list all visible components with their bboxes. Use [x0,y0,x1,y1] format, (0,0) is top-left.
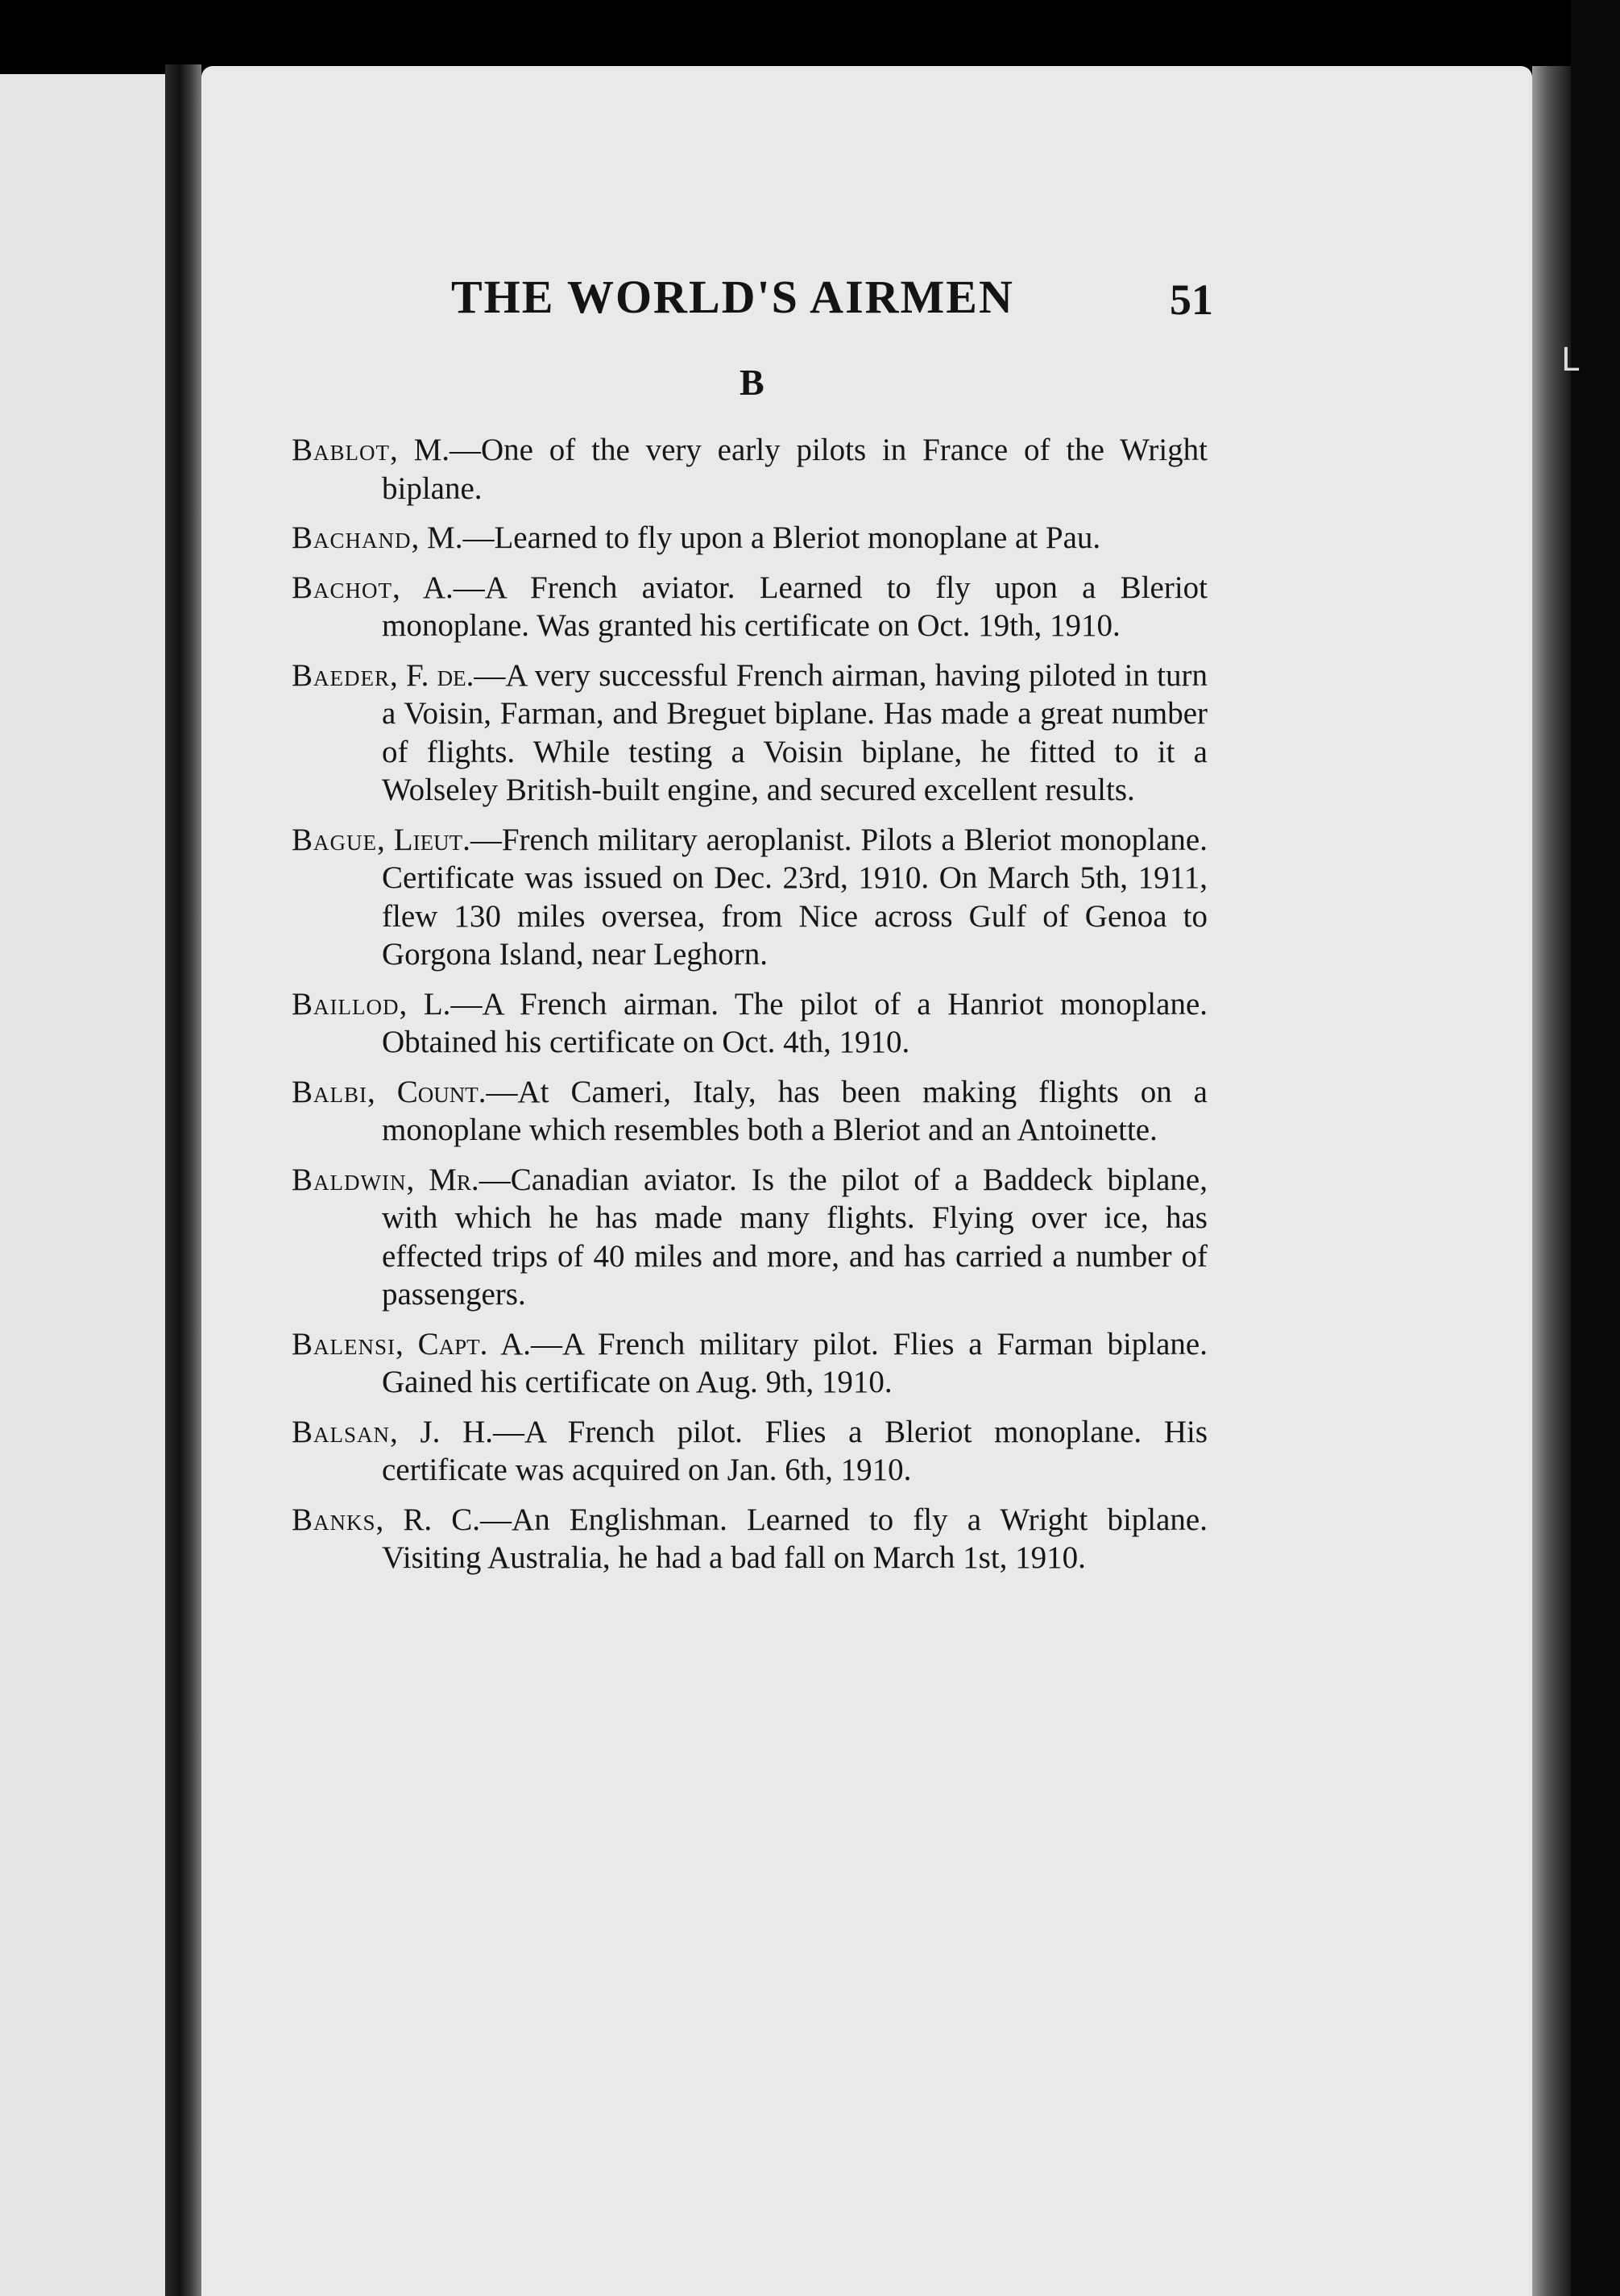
entry [292,821,1208,974]
entry-surname: Baillod [292,986,400,1022]
entry-surname: Baeder [292,657,391,693]
entry-text: —A French military pilot. Flies a Farman biplane. Gained his certificate on Aug. 9th, 1910. [382,1326,1208,1399]
entries-list [292,431,1208,1589]
entry-text: —A French pilot. Flies a Bleriot monoplane. His certificate was acquired on Jan. 6th, 1910. [382,1414,1208,1487]
book-gutter [165,64,201,2296]
page-fore-edge [1532,66,1571,2296]
entry-text: —A French airman. The pilot of a Hanriot monoplane. Obtained his certificate on Oct. 4th, 1910. [382,986,1208,1059]
entry [292,985,1208,1062]
entry-initials: , L. [399,986,451,1022]
entry-initials: , J. H. [390,1414,493,1449]
entry-text: —French military aeroplanist. Pilots a Bleriot monoplane. Certificate was issued on Dec. 23rd, 1910. On March 5th, 1911, flew 130 miles oversea, from Nice across Gulf of Genoa to Gorgona Island, near Leghorn. [382,822,1208,972]
entry-initials: , A. [392,570,454,605]
running-title: THE WORLD'S AIRMEN [451,271,1014,323]
facing-page-edge [0,74,165,2296]
entry-surname: Balensi [292,1326,396,1361]
section-letter: B [740,362,764,403]
entry-initials: , Capt. A. [396,1326,532,1361]
entry-surname: Bablot [292,433,391,467]
entry-text: —Canadian aviator. Is the pilot of a Baddeck biplane, with which he has made many flights. Flying over ice, has effected trips of 40 miles and more, and has carried a number of passengers. [382,1162,1208,1312]
entry-initials: , M. [411,520,463,555]
entry-surname: Bague [292,822,378,857]
entry [292,1325,1208,1402]
entry-initials: , M. [390,433,450,467]
entry-text: —A French aviator. Learned to fly upon a Bleriot monoplane. Was granted his certificate on Oct. 19th, 1910. [382,570,1208,643]
edge-mark: L [1561,342,1580,379]
entry [292,1073,1208,1150]
running-head [451,270,1213,334]
entry [292,1501,1208,1577]
entry-text: —Learned to fly upon a Bleriot monoplane at Pau. [462,520,1101,555]
entry-text: —An Englishman. Learned to fly a Wright biplane. Visiting Australia, he had a bad fall on March 1st, 1910. [382,1502,1208,1575]
entry [292,657,1208,810]
entry-surname: Banks [292,1502,376,1537]
entry [292,431,1208,508]
entry-surname: Baldwin [292,1162,407,1197]
entry [292,519,1208,557]
entry-text: —One of the very early pilots in France of the Wright biplane. [382,433,1208,506]
page-number: 51 [1170,276,1213,324]
entry-initials: , Count. [367,1074,487,1109]
entry-surname: Bachot [292,570,393,605]
entry [292,1161,1208,1314]
entry-text: —A very successful French airman, having piloted in turn a Voisin, Farman, and Breguet biplane. Has made a great number of flights. While testing a Voisin biplane, he fitted to it a Wolseley British-built engine, and secured excellent results. [382,657,1208,807]
entry-initials: , Lieut. [377,822,470,857]
entry [292,569,1208,645]
entry-initials: , F. de. [390,657,474,693]
entry-surname: Balsan [292,1414,391,1449]
entry-initials: , Mr. [406,1162,479,1197]
entry-initials: , R. C. [375,1502,481,1537]
entry-surname: Balbi [292,1074,368,1109]
entry-text: —At Cameri, Italy, has been making flights on a monoplane which resembles both a Bleriot and an Antoinette. [382,1074,1208,1147]
entry [292,1413,1208,1490]
entry-surname: Bachand [292,520,412,555]
